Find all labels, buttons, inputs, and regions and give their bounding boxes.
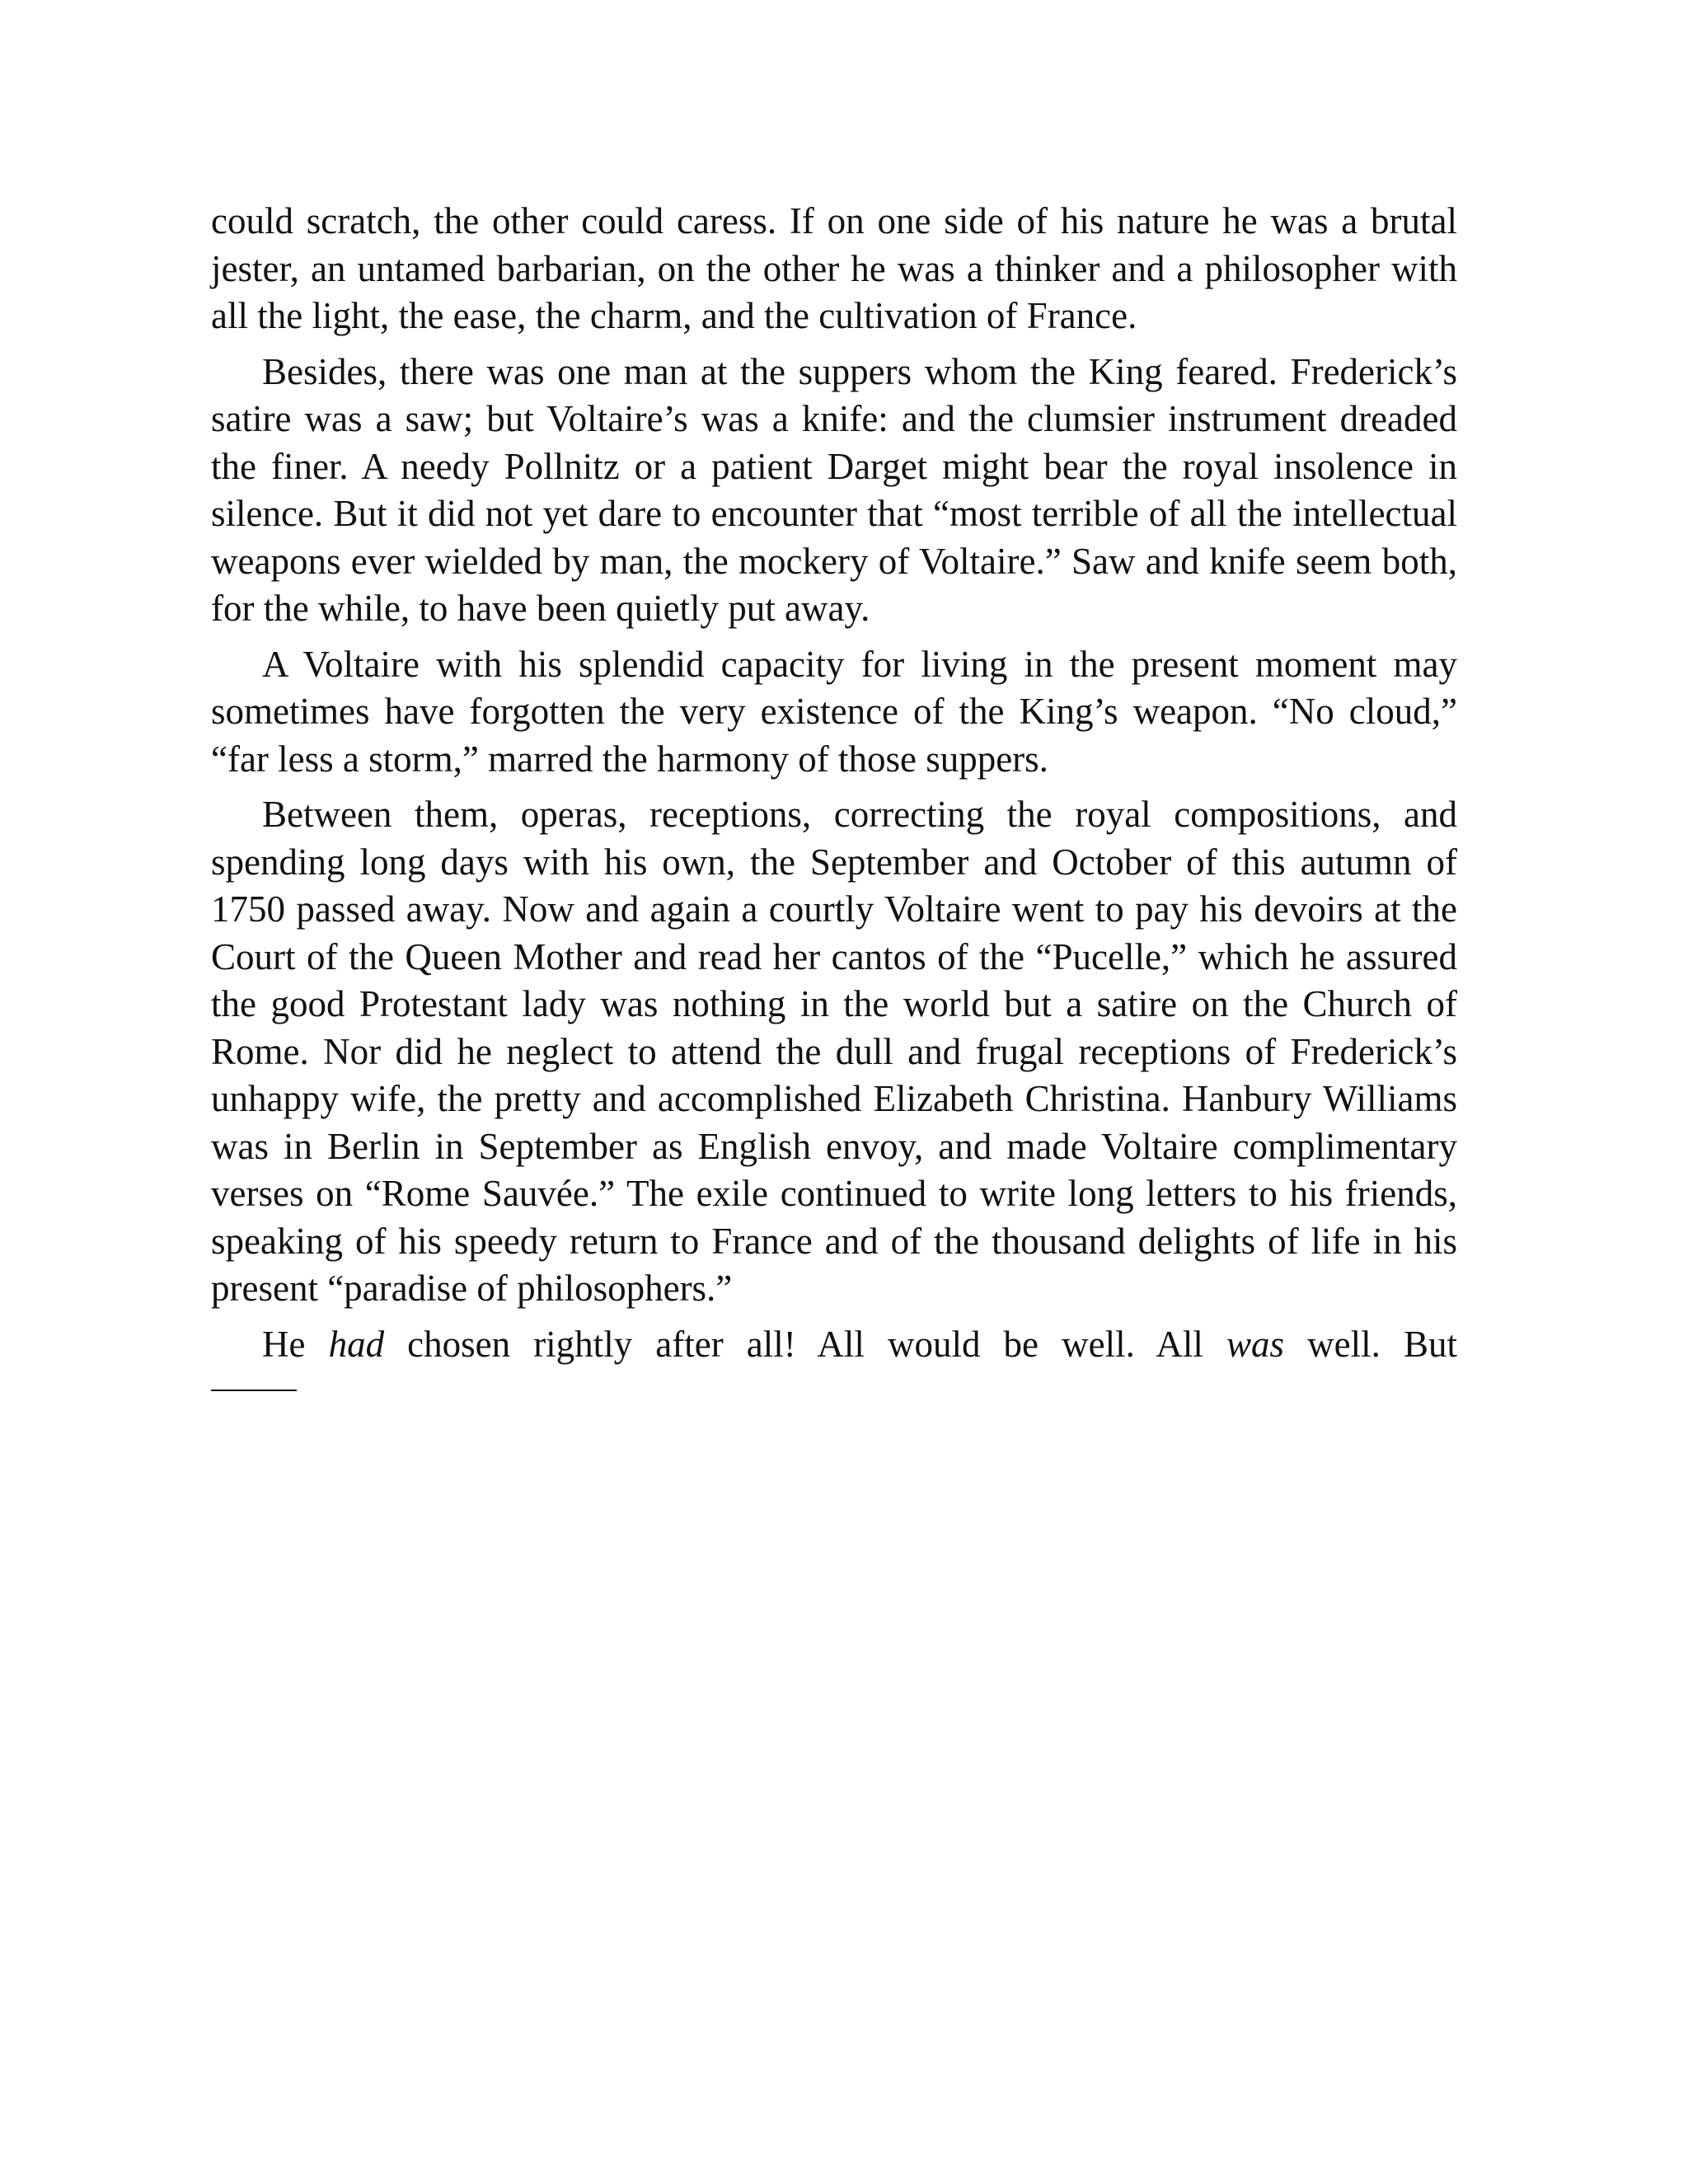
body-text — [211, 198, 1457, 1391]
paragraph-5-italic-had: had — [328, 1323, 385, 1365]
paragraph-5-part-3: well. But — [1284, 1323, 1457, 1365]
paragraph-5-part-1: He — [262, 1323, 329, 1365]
paragraph-5-part-2: chosen rightly after all! All would be well. All — [384, 1323, 1227, 1365]
paragraph-4: Between them, operas, receptions, correcting the royal compositions, and spending long days with his own, the September and October of this autumn of 1750 passed away. Now and again a courtly Voltaire went to pay his devoirs at the Court of the Queen Mother and read her cantos of the “Pucelle,” which he assured the good Protestant lady was nothing in the world but a satire on the Church of Rome. Nor did he neglect to attend the dull and frugal receptions of Frederick’s unhappy wife, the pretty and accomplished Elizabeth Christina. Hanbury Williams was in Berlin in September as English envoy, and made Voltaire complimentary verses on “Rome Sauvée.” The exile continued to write long letters to his friends, speaking of his speedy return to France and of the thousand delights of life in his present “paradise of philosophers.” — [211, 794, 1457, 1309]
paragraph-5 — [211, 1321, 1457, 1369]
paragraph-5-italic-was: was — [1226, 1323, 1285, 1365]
paragraph-2: Besides, there was one man at the suppers whom the King feared. Frederick’s satire was a saw; but Voltaire’s was a knife: and the clumsier instrument dreaded the finer. A needy Pollnitz or a patient Darget might bear the royal insolence in silence. But it did not yet dare to encounter that “most terrible of all the intellectual weapons ever wielded by man, the mockery of Voltaire.” Saw and knife seem both, for the while, to have been quietly put away. — [211, 350, 1457, 629]
dash-rule — [211, 1390, 297, 1391]
paragraph-3: A Voltaire with his splendid capacity for living in the present moment may sometimes have forgotten the very existence of the King’s weapon. “No cloud,” “far less a storm,” marred the harmony of those suppers. — [211, 643, 1457, 780]
paragraph-1: could scratch, the other could caress. If on one side of his nature he was a brutal jester, an untamed barbarian, on the other he was a thinker and a philosopher with all the light, the ease, the charm, and the cultivation of France. — [211, 200, 1457, 336]
